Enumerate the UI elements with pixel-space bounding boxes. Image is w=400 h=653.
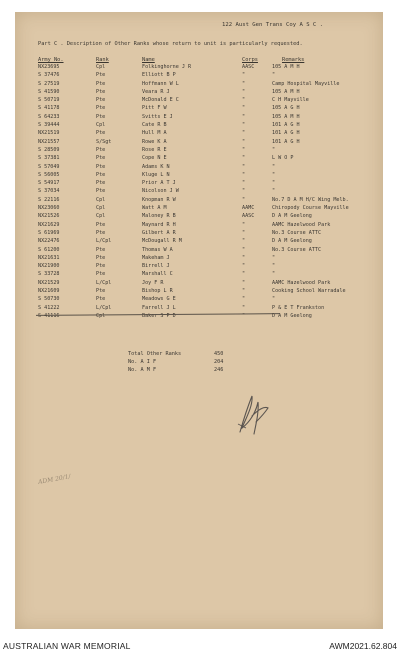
rank-cell: L/Cpl [96,304,112,311]
table-row [0,72,400,80]
footer-bar [0,637,400,653]
header-corps: Corps [242,57,258,63]
table-row [0,81,400,89]
table-row [0,114,400,122]
rank-cell: Pte [96,155,106,162]
rank-cell: Pte [96,221,106,228]
table-row [0,197,400,205]
name-cell: Rowe K A [142,138,167,145]
name-cell: Pitt F W [142,105,167,112]
corps-cell: " [242,246,246,253]
corps-cell: " [242,254,246,261]
army-no-cell: S 41590 [38,88,60,95]
remarks-cell: No.7 D A M H/C Wing Melb. [272,196,349,203]
table-row [0,247,400,255]
army-no-cell: S 39444 [38,122,60,129]
name-cell: Knopman R W [142,196,176,203]
name-cell: Cope N E [142,155,167,162]
remarks-cell: " [272,163,276,170]
name-cell: Hoffmann W L [142,80,179,87]
table-row [0,205,400,213]
army-no-cell: S 61200 [38,246,60,253]
rank-cell: S/Sgt [96,138,112,145]
part-heading: Part C . Description of Other Ranks whose return to unit is particularly requested. [38,41,303,47]
table-row [0,230,400,238]
table-row [0,255,400,263]
remarks-cell: L W O P [272,155,294,162]
name-cell: Baker S P D [142,312,176,319]
rank-cell: Pte [96,263,106,270]
table-row [0,89,400,97]
corps-cell: " [242,288,246,295]
corps-cell: " [242,271,246,278]
remarks-cell: Chiropody Course Mayville [272,205,349,212]
army-no-cell: S 33728 [38,271,60,278]
name-cell: Meadows G E [142,296,176,303]
remarks-cell: " [272,72,276,79]
table-row [0,213,400,221]
remarks-cell: " [272,188,276,195]
remarks-cell: 101 A G H [272,130,300,137]
remarks-cell: Cooking School Warradale [272,288,346,295]
total-value: 450 [214,351,224,357]
corps-cell: " [242,146,246,153]
handwritten-signature [232,388,274,440]
remarks-cell: No.3 Course ATTC [272,246,322,253]
corps-cell: " [242,88,246,95]
corps-cell: " [242,263,246,270]
corps-cell: " [242,155,246,162]
corps-cell: " [242,171,246,178]
rank-cell: L/Cpl [96,279,112,286]
name-cell: Prior A T J [142,180,176,187]
remarks-cell: D A M Geelong [272,213,312,220]
name-cell: Maloney R B [142,213,176,220]
army-no-cell: S 27519 [38,80,60,87]
corps-cell: " [242,304,246,311]
army-no-cell: S 61969 [38,229,60,236]
table-row [0,64,400,72]
table-row [0,180,400,188]
name-cell: Gilbert A R [142,229,176,236]
army-no-cell: NX22476 [38,238,60,245]
rank-cell: Pte [96,171,106,178]
total-row [128,367,238,375]
table-row [0,188,400,196]
header-rank: Rank [96,57,109,63]
corps-cell: " [242,279,246,286]
army-no-cell: S 50719 [38,97,60,104]
army-no-cell: S 41178 [38,105,60,112]
remarks-cell: 101 A G H [272,138,300,145]
totals-block [128,351,238,375]
army-no-cell: NX23695 [38,64,60,70]
name-cell: Rose R E [142,146,167,153]
remarks-cell: D A M Geelong [272,312,312,319]
total-row [128,351,238,359]
rank-cell: Pte [96,288,106,295]
corps-cell: AAMC [242,205,255,212]
name-cell: McDougall R M [142,238,182,245]
corps-cell: " [242,72,246,79]
name-cell: Nicolson J W [142,188,179,195]
header-army-no: Army No. [38,57,64,63]
army-no-cell: NX21900 [38,263,60,270]
name-cell: Svitts E J [142,113,173,120]
army-no-cell: S 56005 [38,171,60,178]
corps-cell: " [242,138,246,145]
corps-cell: " [242,238,246,245]
corps-cell: AASC [242,213,255,220]
rank-cell: Cpl [96,196,106,203]
rank-cell: Pte [96,163,106,170]
name-cell: Adams K N [142,163,170,170]
army-no-cell: S 22116 [38,196,60,203]
rank-cell: Cpl [96,64,106,70]
total-value: 204 [214,359,224,365]
remarks-cell: " [272,271,276,278]
remarks-cell: " [272,171,276,178]
rank-cell: Pte [96,271,106,278]
name-cell: Marshall C [142,271,173,278]
remarks-cell: " [272,180,276,187]
remarks-cell: C H Mayville [272,97,309,104]
rank-cell: Pte [96,105,106,112]
army-no-cell: S 50730 [38,296,60,303]
header-remarks: Remarks [282,57,305,63]
header-name: Name [142,57,155,63]
rank-cell: Pte [96,97,106,104]
rank-cell: L/Cpl [96,238,112,245]
army-no-cell: S 54917 [38,180,60,187]
remarks-cell: 105 A G H [272,105,300,112]
table-row [0,288,400,296]
corps-cell: " [242,122,246,129]
remarks-cell: " [272,146,276,153]
rank-cell: Pte [96,188,106,195]
table-row [0,263,400,271]
table-row [0,280,400,288]
rank-cell: Pte [96,254,106,261]
table-row [0,155,400,163]
name-cell: Elliott B P [142,72,176,79]
army-no-cell: NX21557 [38,138,60,145]
total-label: No. A I F [128,359,157,365]
army-no-cell: NX21519 [38,130,60,137]
table-row [0,122,400,130]
corps-cell: " [242,188,246,195]
table-row [0,238,400,246]
corps-cell: AASC [242,64,255,70]
name-cell: Folkinghorne J R [142,64,192,70]
table-row [0,222,400,230]
rank-cell: Pte [96,130,106,137]
rank-cell: Pte [96,229,106,236]
army-no-cell: S 57049 [38,163,60,170]
table-row [0,139,400,147]
table-row [0,105,400,113]
name-cell: Hull M A [142,130,167,137]
remarks-cell: 105 A M H [272,64,300,70]
name-cell: Kluge L N [142,171,170,178]
table-row [0,172,400,180]
remarks-cell: 101 A G H [272,122,300,129]
rank-cell: Cpl [96,213,106,220]
corps-cell: " [242,80,246,87]
remarks-cell: D A M Geelong [272,238,312,245]
army-no-cell: NX21529 [38,279,60,286]
unit-title: 122 Aust Gen Trans Coy A S C . [222,22,324,28]
rank-cell: Cpl [96,122,106,129]
army-no-cell: S 41116 [38,312,60,319]
rank-cell: Pte [96,88,106,95]
name-cell: Joy F R [142,279,164,286]
corps-cell: " [242,113,246,120]
corps-cell: " [242,296,246,303]
remarks-cell: " [272,296,276,303]
remarks-cell: No.3 Course ATTC [272,229,322,236]
name-cell: Birrell J [142,263,170,270]
name-cell: Watt A M [142,205,167,212]
pencil-annotation: ADM 20/1/ [37,473,72,486]
remarks-cell: 105 A M H [272,113,300,120]
name-cell: Makeham J [142,254,170,261]
table-row [0,164,400,172]
rank-cell: Cpl [96,312,106,319]
remarks-cell: AAMC Hazelwood Park [272,221,331,228]
corps-cell: " [242,97,246,104]
rank-cell: Pte [96,246,106,253]
name-cell: Farrell J L [142,304,176,311]
army-no-cell: NX21526 [38,213,60,220]
footer-institution: AUSTRALIAN WAR MEMORIAL [3,641,131,651]
corps-cell: " [242,130,246,137]
corps-cell: " [242,229,246,236]
total-value: 246 [214,367,224,373]
corps-cell: " [242,221,246,228]
corps-cell: " [242,105,246,112]
army-no-cell: S 37476 [38,72,60,79]
remarks-cell: 105 A M H [272,88,300,95]
rank-cell: Cpl [96,205,106,212]
rank-cell: Pte [96,72,106,79]
table-row [0,296,400,304]
table-row [0,305,400,313]
name-cell: Maynard R H [142,221,176,228]
total-row [128,359,238,367]
table-row [0,97,400,105]
table-row [0,271,400,279]
footer-accession: AWM2021.62.804 [329,641,397,651]
rank-cell: Pte [96,180,106,187]
army-no-cell: S 41222 [38,304,60,311]
rank-cell: Pte [96,296,106,303]
remarks-cell: " [272,263,276,270]
army-no-cell: S 37034 [38,188,60,195]
corps-cell: " [242,312,246,319]
army-no-cell: NX21609 [38,288,60,295]
army-no-cell: NX23060 [38,205,60,212]
name-cell: Thomas W A [142,246,173,253]
table-row [0,147,400,155]
personnel-table [0,64,400,321]
name-cell: Cate R B [142,122,167,129]
remarks-cell: P & E T Frankston [272,304,325,311]
corps-cell: " [242,163,246,170]
remarks-cell: AAMC Hazelwood Park [272,279,331,286]
corps-cell: " [242,180,246,187]
army-no-cell: S 37381 [38,155,60,162]
name-cell: Veara R J [142,88,170,95]
rank-cell: Pte [96,113,106,120]
army-no-cell: NX21631 [38,254,60,261]
total-label: Total Other Ranks [128,351,182,357]
rank-cell: Pte [96,146,106,153]
name-cell: Bishop L R [142,288,173,295]
remarks-cell: " [272,254,276,261]
name-cell: McDonald E C [142,97,179,104]
total-label: No. A M F [128,367,157,373]
army-no-cell: S 28509 [38,146,60,153]
corps-cell: " [242,196,246,203]
army-no-cell: S 64233 [38,113,60,120]
army-no-cell: NX21629 [38,221,60,228]
rank-cell: Pte [96,80,106,87]
table-row [0,130,400,138]
remarks-cell: Camp Hospital Mayville [272,80,340,87]
